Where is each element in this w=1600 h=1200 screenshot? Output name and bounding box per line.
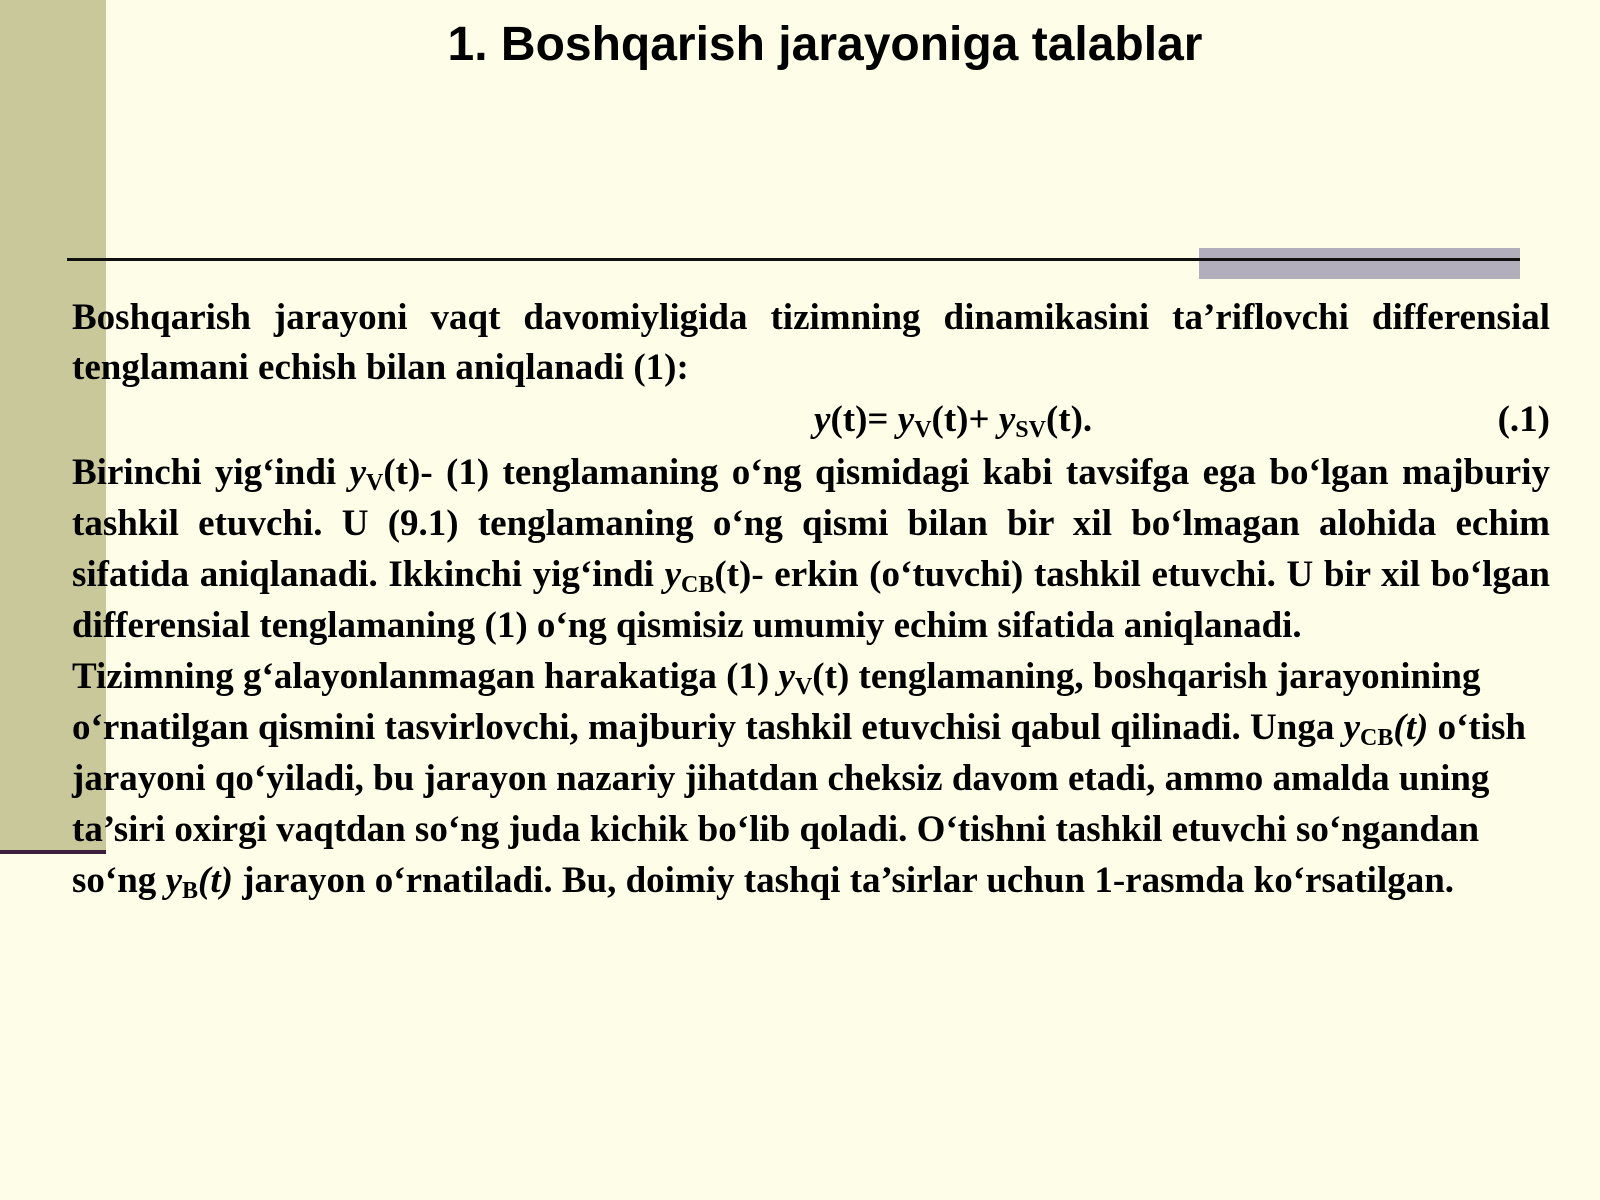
p3-t2: (t) xyxy=(1393,707,1429,748)
p3-text-d: jarayon o‘rnatiladi. Bu, doimiy tashqi ta’sirlar uchun 1-rasmda ko‘rsatilgan. xyxy=(232,860,1455,901)
p3-t3: (t) xyxy=(198,860,233,901)
eq-y: y xyxy=(814,399,831,440)
eq-t2: (t)+ xyxy=(931,399,999,440)
equation-number: (.1) xyxy=(1497,399,1550,440)
p3-text-a: Tizimning g‘alayonlanmagan harakatiga (1) xyxy=(72,656,779,697)
p3-sub1: V xyxy=(794,674,813,700)
p2-sub2: CB xyxy=(681,572,715,598)
eq-sub-v: V xyxy=(914,417,932,443)
equation-expression xyxy=(814,393,1092,447)
eq-y3: y xyxy=(998,399,1016,440)
eq-sub-sv: SV xyxy=(1015,417,1046,443)
eq-y2: y xyxy=(897,399,915,440)
p2-y2: y xyxy=(664,554,682,595)
second-paragraph xyxy=(72,447,1550,651)
p2-t1: (t) xyxy=(383,452,421,493)
title-rule xyxy=(67,258,1520,261)
p3-text-c: o‘tish jarayoni qo‘yiladi, bu jarayon nazariy jihatdan cheksiz davom etadi, ammo amalda uning ta’siri oxirgi vaqtdan so‘ng juda kichik bo‘lib qoladi. O‘tishni tashkil etuvchi so‘ngandan so‘ng xyxy=(72,707,1526,901)
p2-text-c: - erkin (o‘tuvchi) tashkil etuvchi. U bir xil bo‘lgan differensial tenglamaning (1) o‘ng qismisiz umumiy echim sifatida aniqlanadi. xyxy=(72,554,1550,646)
p2-text-a: Birinchi yig‘indi xyxy=(72,452,350,493)
equation-line xyxy=(72,393,1550,447)
eq-t3: (t). xyxy=(1045,399,1093,440)
p2-text-b: - (1) tenglamaning o‘ng qismidagi kabi tavsifga ega bo‘lgan majburiy tashkil etuvchi. U (9.1) tenglamaning o‘ng qismi bilan bir xil bo‘lmagan alohida echim sifatida aniqlanadi. Ikkinchi yig‘indi xyxy=(72,452,1550,595)
p2-y1: y xyxy=(349,452,367,493)
p3-sub3: B xyxy=(182,878,199,904)
p3-sub2: CB xyxy=(1360,725,1394,751)
slide-title: 1. Boshqarish jarayoniga talablar xyxy=(447,18,1203,71)
third-paragraph xyxy=(72,651,1550,906)
p3-y1: y xyxy=(778,656,795,697)
p3-y3: y xyxy=(165,860,182,901)
slide-body xyxy=(72,293,1550,906)
eq-t: (t)= xyxy=(830,399,898,440)
p2-t2: (t) xyxy=(714,554,752,595)
intro-paragraph: Boshqarish jarayoni vaqt davomiyligida tizimning dinamikasini ta’riflovchi differensial tenglamani echish bilan aniqlanadi (1): xyxy=(72,297,1550,388)
p2-sub1: V xyxy=(366,470,384,496)
p3-text-b: tenglamaning, boshqarish jarayonining o‘rnatilgan qismini tasvirlovchi, majburiy tashkil etuvchisi qabul qilinadi. Unga xyxy=(72,656,1481,748)
title-rule-accent xyxy=(1199,248,1520,279)
p3-y2: y xyxy=(1343,707,1361,748)
p3-t1: (t) xyxy=(812,656,850,697)
